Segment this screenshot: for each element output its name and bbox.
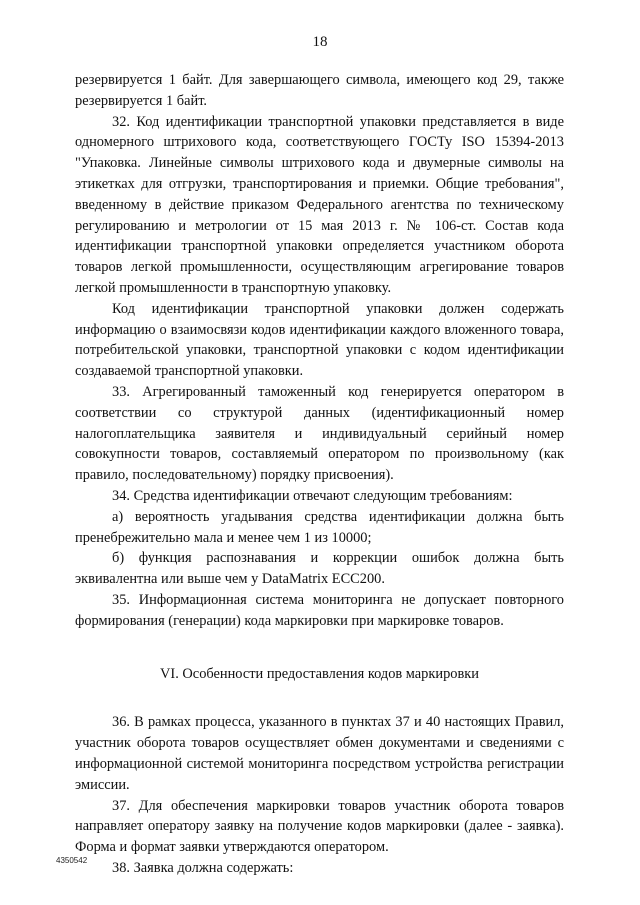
paragraph-37: 37. Для обеспечения маркировки товаров участник оборота товаров направляет оператору заявку на получение кодов маркировки (далее - заявка). Форма и формат заявки утверждаются оператором. bbox=[75, 797, 564, 856]
paragraph-34-item-a: а) вероятность угадывания средства идентификации должна быть пренебрежительно мала и менее чем 1 из 10000; bbox=[75, 508, 564, 546]
paragraph-38: 38. Заявка должна содержать: bbox=[112, 859, 294, 876]
paragraph-continuation: резервируется 1 байт. Для завершающего символа, имеющего код 29, также резервируется 1 байт. bbox=[75, 72, 564, 109]
section-heading: VI. Особенности предоставления кодов маркировки bbox=[160, 665, 479, 682]
paragraph-33: 33. Агрегированный таможенный код генерируется оператором в соответствии со структурой данных (идентификационный номер налогоплательщика заявителя и индивидуальный серийный номер совокупности товаров, составляемый оператором по произвольному (как правило, последовательному) порядку присвоения). bbox=[75, 383, 564, 484]
paragraph-34-item-b: б) функция распознавания и коррекции ошибок должна быть эквивалентна или выше чем у DataMatrix ECC200. bbox=[75, 550, 564, 588]
paragraph-36: 36. В рамках процесса, указанного в пунктах 37 и 40 настоящих Правил, участник оборота товаров осуществляет обмен документами и сведениями с информационной системой мониторинга посредством устройства регистрации эмиссии. bbox=[75, 714, 564, 793]
paragraph-34: 34. Средства идентификации отвечают следующим требованиям: bbox=[112, 487, 513, 504]
paragraph-32-continued: Код идентификации транспортной упаковки должен содержать информацию о взаимосвязи кодов идентификации каждого вложенного товара, потребительской упаковки, транспортной упаковки с кодом идентификации создаваемой транспортной упаковки. bbox=[75, 300, 564, 380]
paragraph-32: 32. Код идентификации транспортной упаковки представляется в виде одномерного штрихового кода, соответствующего ГОСТу ISO 15394-2013 "Упаковка. Линейные символы штрихового кода и двумерные символы на этикетках для отгрузки, транспортирования и приемки. Общие требования", введенному в действие приказом Федерального агентства по техническому регулированию и метрологии от 15 мая 2013 г. № 106-ст. Состав кода идентификации транспортной упаковки определяется участником оборота товаров легкой промышленности, осуществляющим агрегирование товаров легкой промышленности в транспортную упаковку. bbox=[75, 113, 564, 296]
paragraph-35: 35. Информационная система мониторинга не допускает повторного формирования (генерации) кода маркировки при маркировке товаров. bbox=[75, 591, 564, 629]
page-number: 18 bbox=[312, 34, 328, 50]
footer-document-code: 4350542 bbox=[56, 856, 88, 865]
document-body bbox=[75, 70, 564, 879]
